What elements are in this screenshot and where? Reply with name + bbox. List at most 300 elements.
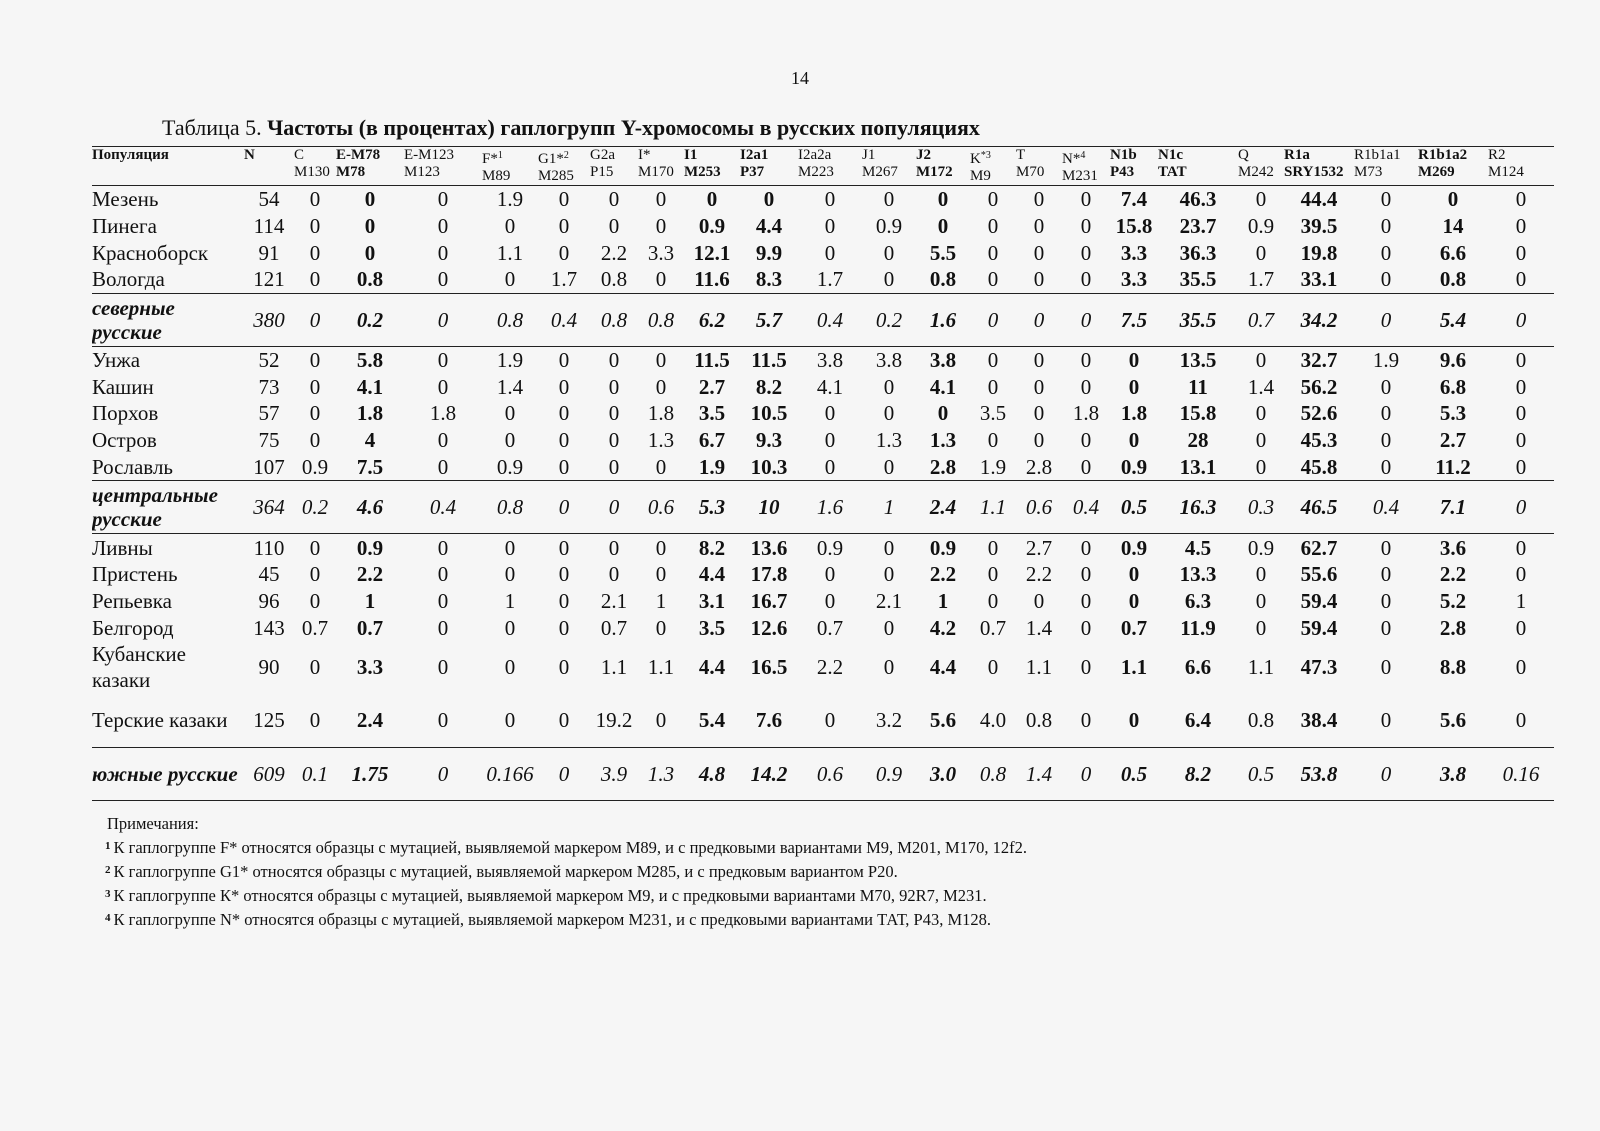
table-cell: 10.5 xyxy=(750,401,788,426)
table-cell: 0 xyxy=(504,535,516,560)
table-cell: 59.4 xyxy=(1300,588,1338,613)
table-cell: 364 xyxy=(244,481,294,534)
table-cell: 0 xyxy=(1380,708,1392,733)
table-cell: 0 xyxy=(437,348,449,373)
table-cell: 16.5 xyxy=(750,655,788,680)
column-marker xyxy=(92,164,244,181)
table-cell: 10.3 xyxy=(750,454,788,479)
table-cell: 1 xyxy=(364,588,376,613)
table-cell: 0 xyxy=(1033,187,1045,212)
population-name: центральные русские xyxy=(92,481,244,534)
table-cell: 0 xyxy=(655,214,667,239)
table-cell: 0.8 xyxy=(482,293,538,346)
table-cell: 11.5 xyxy=(694,348,730,373)
column-footnote-mark: *3 xyxy=(980,150,991,161)
table-cell: 9.3 xyxy=(755,428,783,453)
table-cell: 0 xyxy=(1080,655,1092,680)
table-cell: 9.6 xyxy=(1439,348,1467,373)
table-cell: 3.0 xyxy=(916,747,970,800)
table-cell: 3.8 xyxy=(929,348,957,373)
table-cell: 0 xyxy=(404,747,482,800)
table-cell: 0 xyxy=(1515,655,1527,680)
table-cell: 3.8 xyxy=(875,348,903,373)
column-marker: P15 xyxy=(590,164,614,180)
table-cell: 0.9 xyxy=(698,214,726,239)
column-marker: M269 xyxy=(1418,164,1455,180)
table-cell: 0 xyxy=(538,747,590,800)
table-cell: 0 xyxy=(1080,708,1092,733)
table-cell: 13.3 xyxy=(1179,562,1217,587)
column-marker: M267 xyxy=(862,164,898,180)
table-cell: 0.4 xyxy=(404,481,482,534)
table-cell: 2.8 xyxy=(1025,454,1053,479)
table-cell: 0 xyxy=(608,428,620,453)
table-row xyxy=(92,400,1554,427)
table-cell: 11 xyxy=(1188,374,1208,399)
table-cell: 9.9 xyxy=(755,240,783,265)
table-cell: 15.8 xyxy=(1179,401,1217,426)
table-cell: 0 xyxy=(404,293,482,346)
table-cell: 0 xyxy=(1380,454,1392,479)
table-cell: 0 xyxy=(1380,240,1392,265)
table-cell: 3.3 xyxy=(1120,240,1148,265)
table-cell: 0.9 xyxy=(1247,214,1275,239)
table-cell: 0 xyxy=(558,187,570,212)
column-header xyxy=(294,147,336,186)
table-cell: 1.8 xyxy=(1072,401,1100,426)
table-cell: 47.3 xyxy=(1300,655,1338,680)
table-cell: 0 xyxy=(1033,267,1045,292)
table-cell: 0 xyxy=(590,481,638,534)
population-name: Репьевка xyxy=(92,588,172,613)
table-cell: 0.7 xyxy=(979,615,1007,640)
table-cell: 0 xyxy=(987,562,999,587)
table-cell: 5.4 xyxy=(1418,293,1488,346)
table-cell: 0 xyxy=(1080,535,1092,560)
table-cell: 1.7 xyxy=(816,267,844,292)
table-cell: 7.1 xyxy=(1418,481,1488,534)
table-cell: 3.3 xyxy=(356,655,384,680)
table-cell: 0.166 xyxy=(482,747,538,800)
table-cell: 0 xyxy=(1033,428,1045,453)
table-cell: 0.9 xyxy=(816,535,844,560)
column-marker: TAT xyxy=(1158,164,1187,180)
table-cell: 1.9 xyxy=(698,454,726,479)
summary-row xyxy=(92,747,1554,800)
table-cell: 52.6 xyxy=(1300,401,1338,426)
table-cell: 4.4 xyxy=(755,214,783,239)
table-cell: 0 xyxy=(1033,240,1045,265)
column-header xyxy=(1418,147,1488,186)
table-cell: 0 xyxy=(655,615,667,640)
table-cell: 0 xyxy=(655,562,667,587)
population-name: южные русские xyxy=(92,747,244,800)
table-cell: 0 xyxy=(1016,293,1062,346)
table-cell: 14 xyxy=(1442,214,1464,239)
table-cell: 23.7 xyxy=(1179,214,1217,239)
table-cell: 0 xyxy=(937,401,949,426)
table-cell: 35.5 xyxy=(1179,267,1217,292)
table-cell: 0 xyxy=(1255,240,1267,265)
table-cell: 0 xyxy=(608,401,620,426)
table-cell: 3.3 xyxy=(647,240,675,265)
table-cell: 1.4 xyxy=(1016,747,1062,800)
table-cell: 0 xyxy=(987,267,999,292)
table-cell: 0 xyxy=(608,348,620,373)
column-header xyxy=(92,147,244,186)
population-name: Белгород xyxy=(92,615,174,640)
column-name: N1c xyxy=(1158,147,1183,163)
table-cell: 0 xyxy=(1515,401,1527,426)
table-cell: 39.5 xyxy=(1300,214,1338,239)
table-cell: 13.1 xyxy=(1179,454,1217,479)
table-cell: 0 xyxy=(1033,214,1045,239)
table-cell: 5.2 xyxy=(1439,588,1467,613)
table-cell: 90 xyxy=(258,655,280,680)
population-name: Порхов xyxy=(92,401,159,426)
table-cell: 0 xyxy=(1080,374,1092,399)
table-cell: 1.3 xyxy=(647,428,675,453)
table-cell: 0.7 xyxy=(356,615,384,640)
table-cell: 0 xyxy=(1080,428,1092,453)
table-cell: 0.7 xyxy=(1238,293,1284,346)
table-cell: 0 xyxy=(1515,708,1527,733)
caption-prefix: Таблица 5. xyxy=(162,115,268,140)
table-cell: 6.6 xyxy=(1439,240,1467,265)
table-cell: 5.3 xyxy=(1439,401,1467,426)
table-cell: 0 xyxy=(1515,562,1527,587)
table-cell: 0.4 xyxy=(1062,481,1110,534)
column-name: C xyxy=(294,147,305,163)
table-cell: 3.9 xyxy=(590,747,638,800)
table-row xyxy=(92,186,1554,213)
table-cell: 54 xyxy=(258,187,280,212)
table-cell: 15.8 xyxy=(1115,214,1153,239)
column-marker: M124 xyxy=(1488,164,1524,180)
table-cell: 0.1 xyxy=(294,747,336,800)
table-cell: 0 xyxy=(1515,428,1527,453)
table-cell: 0 xyxy=(558,348,570,373)
table-cell: 0 xyxy=(937,187,949,212)
column-footnote-mark: 1 xyxy=(497,150,503,161)
table-cell: 2.8 xyxy=(1439,615,1467,640)
table-cell: 0 xyxy=(309,348,321,373)
table-cell: 34.2 xyxy=(1284,293,1354,346)
table-cell: 0 xyxy=(309,708,321,733)
table-cell: 7.4 xyxy=(1120,187,1148,212)
table-cell: 56.2 xyxy=(1300,374,1338,399)
column-header xyxy=(404,147,482,186)
column-marker: M70 xyxy=(1016,164,1045,180)
column-marker: M231 xyxy=(1062,168,1098,184)
column-marker: SRY1532 xyxy=(1284,164,1344,180)
note-text: К гаплогруппе К* относятся образцы с мутацией, выявляемой маркером М9, и с предковыми вариантами М70, 92R7, М231. xyxy=(113,886,987,905)
table-cell: 1 xyxy=(1515,588,1527,613)
table-cell: 0.9 xyxy=(1120,535,1148,560)
table-cell: 4.5 xyxy=(1184,535,1212,560)
table-cell: 1 xyxy=(862,481,916,534)
table-cell: 6.6 xyxy=(1184,655,1212,680)
table-cell: 121 xyxy=(253,267,285,292)
table-cell: 0 xyxy=(883,655,895,680)
page-number: 14 xyxy=(791,68,809,88)
table-cell: 6.4 xyxy=(1184,708,1212,733)
table-cell: 5.5 xyxy=(929,240,957,265)
table-cell: 2.7 xyxy=(1025,535,1053,560)
table-cell: 1.1 xyxy=(647,655,675,680)
table-cell: 45.8 xyxy=(1300,454,1338,479)
table-cell: 53.8 xyxy=(1284,747,1354,800)
table-cell: 0 xyxy=(437,562,449,587)
table-cell: 0.5 xyxy=(1110,481,1158,534)
table-cell: 35.5 xyxy=(1158,293,1238,346)
table-cell: 0 xyxy=(655,187,667,212)
table-cell: 0 xyxy=(364,240,376,265)
table-cell: 4.4 xyxy=(929,655,957,680)
table-cell: 0 xyxy=(1488,293,1554,346)
table-cell: 1.6 xyxy=(916,293,970,346)
table-cell: 0 xyxy=(1380,535,1392,560)
table-cell: 0 xyxy=(364,187,376,212)
table-cell: 0 xyxy=(1033,374,1045,399)
column-header xyxy=(244,147,294,186)
table-cell: 0 xyxy=(1080,348,1092,373)
table-cell: 5.3 xyxy=(684,481,740,534)
table-cell: 4.0 xyxy=(979,708,1007,733)
table-cell: 0.4 xyxy=(1354,481,1418,534)
table-cell: 0 xyxy=(437,187,449,212)
column-name: N xyxy=(244,147,255,163)
population-name: Пристень xyxy=(92,562,178,587)
table-cell: 0 xyxy=(1447,187,1459,212)
column-name: R2 xyxy=(1488,147,1506,163)
table-cell: 0 xyxy=(558,588,570,613)
column-header xyxy=(538,147,590,186)
table-cell: 0 xyxy=(608,214,620,239)
table-cell: 0.9 xyxy=(1120,454,1148,479)
column-name: G2a xyxy=(590,147,615,163)
table-cell: 19.8 xyxy=(1300,240,1338,265)
column-marker: M172 xyxy=(916,164,953,180)
table-cell: 0 xyxy=(763,187,775,212)
table-cell: 4.1 xyxy=(929,374,957,399)
table-cell: 0 xyxy=(1515,348,1527,373)
table-cell: 0 xyxy=(1380,401,1392,426)
table-cell: 0 xyxy=(608,454,620,479)
table-cell: 13.6 xyxy=(750,535,788,560)
table-cell: 0 xyxy=(437,588,449,613)
column-header xyxy=(916,147,970,186)
table-cell: 1.8 xyxy=(356,401,384,426)
summary-row xyxy=(92,293,1554,346)
table-cell: 0.9 xyxy=(356,535,384,560)
table-cell: 52 xyxy=(258,348,280,373)
table-cell: 0 xyxy=(294,293,336,346)
table-cell: 1 xyxy=(655,588,667,613)
table-cell: 110 xyxy=(253,535,285,560)
table-cell: 1.8 xyxy=(1120,401,1148,426)
table-cell: 28 xyxy=(1187,428,1209,453)
table-cell: 1.8 xyxy=(429,401,457,426)
table-cell: 107 xyxy=(253,454,285,479)
column-marker: M242 xyxy=(1238,164,1274,180)
table-cell: 0 xyxy=(987,348,999,373)
table-cell: 36.3 xyxy=(1179,240,1217,265)
table-cell: 5.6 xyxy=(1439,708,1467,733)
column-header xyxy=(1354,147,1418,186)
table-cell: 0.2 xyxy=(862,293,916,346)
table-cell: 0 xyxy=(883,240,895,265)
table-cell: 0 xyxy=(1255,401,1267,426)
population-name: северные русские xyxy=(92,293,244,346)
population-name: Пинега xyxy=(92,214,157,239)
table-cell: 38.4 xyxy=(1300,708,1338,733)
table-cell: 0 xyxy=(883,267,895,292)
table-cell: 19.2 xyxy=(595,708,633,733)
table-cell: 1.3 xyxy=(638,747,684,800)
table-cell: 1.1 xyxy=(1120,655,1148,680)
table-cell: 0 xyxy=(1255,454,1267,479)
table-cell: 0.8 xyxy=(638,293,684,346)
table-cell: 0 xyxy=(1080,562,1092,587)
table-cell: 6.7 xyxy=(698,428,726,453)
population-name: Унжа xyxy=(92,348,141,373)
table-cell: 0.9 xyxy=(496,454,524,479)
table-cell: 0 xyxy=(608,535,620,560)
table-cell: 3.3 xyxy=(1120,267,1148,292)
note-number: 2 xyxy=(105,864,111,876)
table-cell: 0 xyxy=(1033,401,1045,426)
table-cell: 0.4 xyxy=(798,293,862,346)
table-row xyxy=(92,373,1554,400)
column-marker: M253 xyxy=(684,164,721,180)
table-cell: 0 xyxy=(1033,348,1045,373)
table-cell: 2.2 xyxy=(356,562,384,587)
table-cell: 0.7 xyxy=(600,615,628,640)
table-cell: 0 xyxy=(504,708,516,733)
table-cell: 0 xyxy=(1128,588,1140,613)
table-cell: 5.8 xyxy=(356,348,384,373)
column-name: I2a2a xyxy=(798,147,832,163)
note-number: 4 xyxy=(105,912,111,924)
notes-title: Примечания: xyxy=(107,814,199,833)
table-cell: 0.8 xyxy=(590,293,638,346)
table-cell: 0 xyxy=(1128,374,1140,399)
column-footnote-mark: 4 xyxy=(1080,150,1086,161)
column-name: K xyxy=(970,151,981,167)
column-name: N* xyxy=(1062,151,1081,167)
table-cell: 2.2 xyxy=(1439,562,1467,587)
table-cell: 1.3 xyxy=(929,428,957,453)
table-cell: 0 xyxy=(824,708,836,733)
table-cell: 0 xyxy=(608,187,620,212)
population-name: Мезень xyxy=(92,187,159,212)
column-marker: M223 xyxy=(798,164,834,180)
table-cell: 1.1 xyxy=(600,655,628,680)
table-cell: 2.2 xyxy=(816,655,844,680)
table-cell: 0 xyxy=(608,374,620,399)
table-row xyxy=(92,694,1554,748)
column-header xyxy=(336,147,404,186)
table-cell: 0 xyxy=(883,374,895,399)
population-name: Кубанские казаки xyxy=(92,642,186,693)
table-cell: 2.4 xyxy=(916,481,970,534)
table-cell: 0.5 xyxy=(1238,747,1284,800)
column-name: R1b1a2 xyxy=(1418,147,1468,163)
table-cell: 1.1 xyxy=(1247,655,1275,680)
column-header xyxy=(740,147,798,186)
column-header xyxy=(1238,147,1284,186)
table-cell: 3.5 xyxy=(698,401,726,426)
table-cell: 1.1 xyxy=(1025,655,1053,680)
table-cell: 0 xyxy=(437,655,449,680)
table-cell: 0.7 xyxy=(301,615,329,640)
column-marker: P37 xyxy=(740,164,765,180)
table-cell: 0 xyxy=(1128,562,1140,587)
table-cell: 0 xyxy=(558,454,570,479)
caption-title: Частоты (в процентах) гаплогрупп Y-хромосомы в русских популяциях xyxy=(267,115,980,140)
table-cell: 0 xyxy=(1354,293,1418,346)
table-cell: 7.6 xyxy=(755,708,783,733)
table-cell: 0 xyxy=(1380,374,1392,399)
table-cell: 0 xyxy=(987,588,999,613)
table-cell: 0 xyxy=(824,187,836,212)
table-cell: 0 xyxy=(309,535,321,560)
table-cell: 0 xyxy=(1488,481,1554,534)
table-cell: 0 xyxy=(1128,348,1140,373)
table-cell: 3.2 xyxy=(875,708,903,733)
table-cell: 0 xyxy=(558,655,570,680)
table-cell: 0 xyxy=(437,428,449,453)
table-cell: 1.9 xyxy=(979,454,1007,479)
column-header xyxy=(590,147,638,186)
table-cell: 0 xyxy=(1128,708,1140,733)
column-marker: M78 xyxy=(336,164,366,180)
table-cell: 0 xyxy=(1354,747,1418,800)
table-cell: 0 xyxy=(937,214,949,239)
table-cell: 0.9 xyxy=(862,747,916,800)
table-cell: 0 xyxy=(1515,214,1527,239)
table-cell: 46.5 xyxy=(1284,481,1354,534)
table-cell: 4.8 xyxy=(684,747,740,800)
table-cell: 0 xyxy=(1255,428,1267,453)
table-cell: 0 xyxy=(558,708,570,733)
table-cell: 0 xyxy=(309,401,321,426)
table-cell: 0 xyxy=(1080,187,1092,212)
table-cell: 0 xyxy=(364,214,376,239)
table-cell: 0 xyxy=(824,214,836,239)
table-cell: 0 xyxy=(1080,214,1092,239)
table-cell: 3.1 xyxy=(698,588,726,613)
table-cell: 6.3 xyxy=(1184,588,1212,613)
table-cell: 1.7 xyxy=(1247,267,1275,292)
table-row xyxy=(92,534,1554,561)
table-cell: 0 xyxy=(558,240,570,265)
table-cell: 10 xyxy=(740,481,798,534)
table-cell: 2.1 xyxy=(875,588,903,613)
table-cell: 1 xyxy=(504,588,516,613)
table-cell: 0 xyxy=(1080,454,1092,479)
table-cell: 62.7 xyxy=(1300,535,1338,560)
column-name: T xyxy=(1016,147,1026,163)
table-cell: 0 xyxy=(655,267,667,292)
table-cell: 8.8 xyxy=(1439,655,1467,680)
table-cell: 0 xyxy=(437,708,449,733)
table-cell: 5.6 xyxy=(929,708,957,733)
table-cell: 12.1 xyxy=(693,240,731,265)
table-cell: 0 xyxy=(437,240,449,265)
table-cell: 114 xyxy=(253,214,285,239)
